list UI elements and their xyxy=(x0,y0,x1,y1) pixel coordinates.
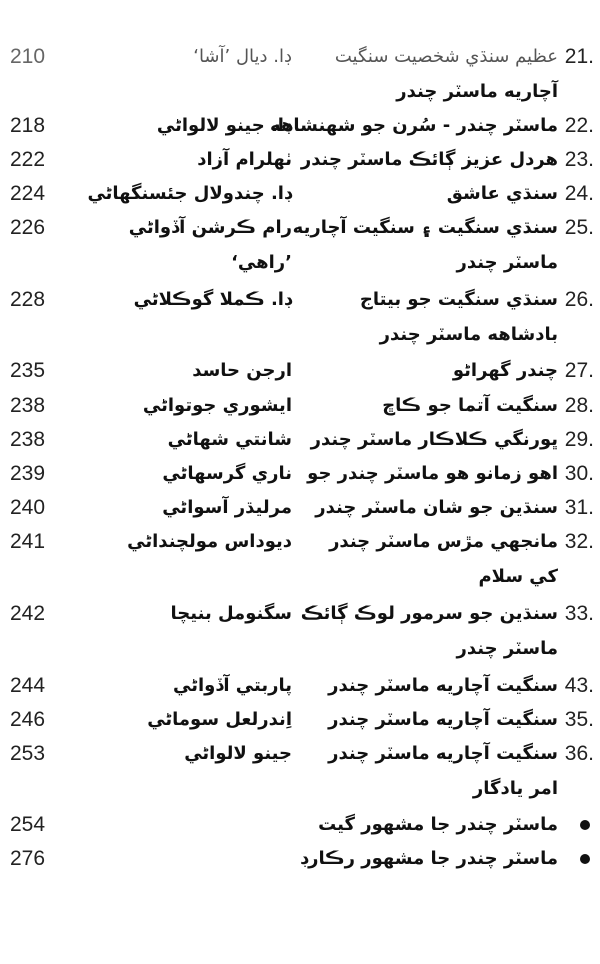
toc-entry-continuation xyxy=(0,318,600,352)
entry-title: سنگيت آتما جو ڪاڇ xyxy=(382,395,558,416)
toc-bullet-entry xyxy=(0,842,600,876)
entry-title: سنڌي عاشق xyxy=(446,183,558,204)
entry-author: ڊا. ديال ’آشا‘ xyxy=(193,46,292,67)
entry-number: 43. xyxy=(564,674,594,697)
entry-number: 33. xyxy=(564,602,594,625)
entry-title: سنگيت آچاريه ماسٽر چندر xyxy=(328,709,558,730)
entry-page: 254 xyxy=(10,813,46,836)
entry-title: ڀورنگي ڪلاڪار ماسٽر چندر xyxy=(310,429,558,450)
entry-author: ڊا. چندولال جئسنگهاڻي xyxy=(87,183,292,204)
entry-page: 276 xyxy=(10,847,46,870)
section-heading-row xyxy=(0,772,600,806)
entry-title-continuation: ماسٽر چندر xyxy=(456,638,558,659)
entry-page: 228 xyxy=(10,288,46,311)
entry-title: سنڌي سنگيت جو بيتاج xyxy=(359,289,558,310)
entry-page: 238 xyxy=(10,394,46,417)
entry-author: ناري گرسهاڻي xyxy=(162,463,292,484)
entry-page: 253 xyxy=(10,742,46,765)
entry-title: ماسٽر چندر - سُرن جو شهنشاهه xyxy=(270,115,558,136)
entry-author: شانتي شهاڻي xyxy=(167,429,292,450)
entry-title: هردل عزيز ڳائڪ ماسٽر چندر xyxy=(300,149,558,170)
toc-entry xyxy=(0,389,600,423)
entry-number: 35. xyxy=(564,708,594,731)
entry-title: ماسٽر چندر جا مشهور گيت xyxy=(318,814,558,835)
toc-entry xyxy=(0,669,600,703)
toc-entry xyxy=(0,109,600,143)
toc-entry xyxy=(0,457,600,491)
toc-entry xyxy=(0,423,600,457)
entry-author: مرليڌر آسواڻي xyxy=(162,497,292,518)
entry-author: سگنومل بنيچا xyxy=(170,603,292,624)
toc-entry xyxy=(0,211,600,245)
section-heading: امر يادگار xyxy=(472,778,558,799)
toc-entry xyxy=(0,177,600,211)
entry-page: 241 xyxy=(10,530,46,553)
toc-entry xyxy=(0,737,600,771)
entry-number: 23. xyxy=(564,148,594,171)
entry-number: 22. xyxy=(564,114,594,137)
bullet-icon xyxy=(580,820,590,830)
entry-author: ارجن حاسد xyxy=(192,360,292,381)
entry-number: 32. xyxy=(564,530,594,553)
entry-title: سنڌين جو سرمور لوڪ ڳائڪ xyxy=(300,603,558,624)
toc-entry xyxy=(0,143,600,177)
entry-title: سنگيت آچاريه ماسٽر چندر xyxy=(328,675,558,696)
bullet-icon xyxy=(580,854,590,864)
entry-page: 226 xyxy=(10,216,46,239)
toc-entry xyxy=(0,597,600,631)
entry-title-continuation: ماسٽر چندر xyxy=(456,252,558,273)
entry-number: 27. xyxy=(564,359,594,382)
toc-entry-continuation xyxy=(0,632,600,666)
entry-title-continuation: بادشاهه ماسٽر چندر xyxy=(379,324,558,345)
entry-page: 224 xyxy=(10,182,46,205)
toc-entry xyxy=(0,703,600,737)
entry-number: 29. xyxy=(564,428,594,451)
toc-entry-continuation xyxy=(0,246,600,280)
entry-page: 222 xyxy=(10,148,46,171)
entry-author-continuation: ’راهي‘ xyxy=(231,252,292,273)
entry-title: عظيم سنڌي شخصيت سنگيت xyxy=(334,46,558,67)
entry-number: 25. xyxy=(564,216,594,239)
entry-number: 21. xyxy=(564,45,594,68)
entry-title-continuation: کي سلام xyxy=(478,566,558,587)
entry-title: ماسٽر چندر جا مشهور رڪارڊ xyxy=(300,848,558,869)
toc-entry xyxy=(0,491,600,525)
entry-page: 239 xyxy=(10,462,46,485)
entry-number: 24. xyxy=(564,182,594,205)
toc-entry xyxy=(0,354,600,388)
entry-page: 240 xyxy=(10,496,46,519)
entry-author: ايشوري جوتواڻي xyxy=(142,395,292,416)
entry-author: اِندرلعل سوماڻي xyxy=(147,709,292,730)
entry-page: 210 xyxy=(10,45,46,68)
entry-number: 31. xyxy=(564,496,594,519)
entry-page: 235 xyxy=(10,359,46,382)
entry-title: مانجهي مڙس ماسٽر چندر xyxy=(329,531,558,552)
entry-number: 28. xyxy=(564,394,594,417)
entry-title: سنگيت آچاريه ماسٽر چندر xyxy=(328,743,558,764)
entry-author: پاربتي آڏواڻي xyxy=(173,675,292,696)
entry-number: 36. xyxy=(564,742,594,765)
toc-entry xyxy=(0,283,600,317)
entry-author: رام ڪرشن آڏواڻي xyxy=(128,217,292,238)
entry-page: 244 xyxy=(10,674,46,697)
entry-number: 26. xyxy=(564,288,594,311)
toc-bullet-entry xyxy=(0,808,600,842)
entry-title: سنڌي سنگيت ۽ سنگيت آچاريه xyxy=(292,217,558,238)
entry-title-continuation: آچاريه ماسٽر چندر xyxy=(396,81,558,102)
entry-page: 238 xyxy=(10,428,46,451)
entry-author: ٺهلرام آزاد xyxy=(197,149,292,170)
toc-entry-continuation xyxy=(0,75,600,109)
entry-author: جينو لالواڻي xyxy=(184,743,292,764)
entry-author: ديوداس مولچنداڻي xyxy=(127,531,292,552)
entry-page: 242 xyxy=(10,602,46,625)
entry-author: ڊا. جينو لالواڻي xyxy=(156,115,292,136)
entry-title: سنڌين جو شان ماسٽر چندر xyxy=(315,497,558,518)
toc-entry xyxy=(0,525,600,559)
entry-title: اهو زمانو هو ماسٽر چندر جو xyxy=(307,463,558,484)
entry-page: 246 xyxy=(10,708,46,731)
entry-author: ڊا. ڪملا گوڪلاڻي xyxy=(133,289,292,310)
entry-title: چندر گهراڻو xyxy=(452,360,558,381)
toc-entry xyxy=(0,40,600,74)
entry-number: 30. xyxy=(564,462,594,485)
entry-page: 218 xyxy=(10,114,46,137)
toc-entry-continuation xyxy=(0,560,600,594)
